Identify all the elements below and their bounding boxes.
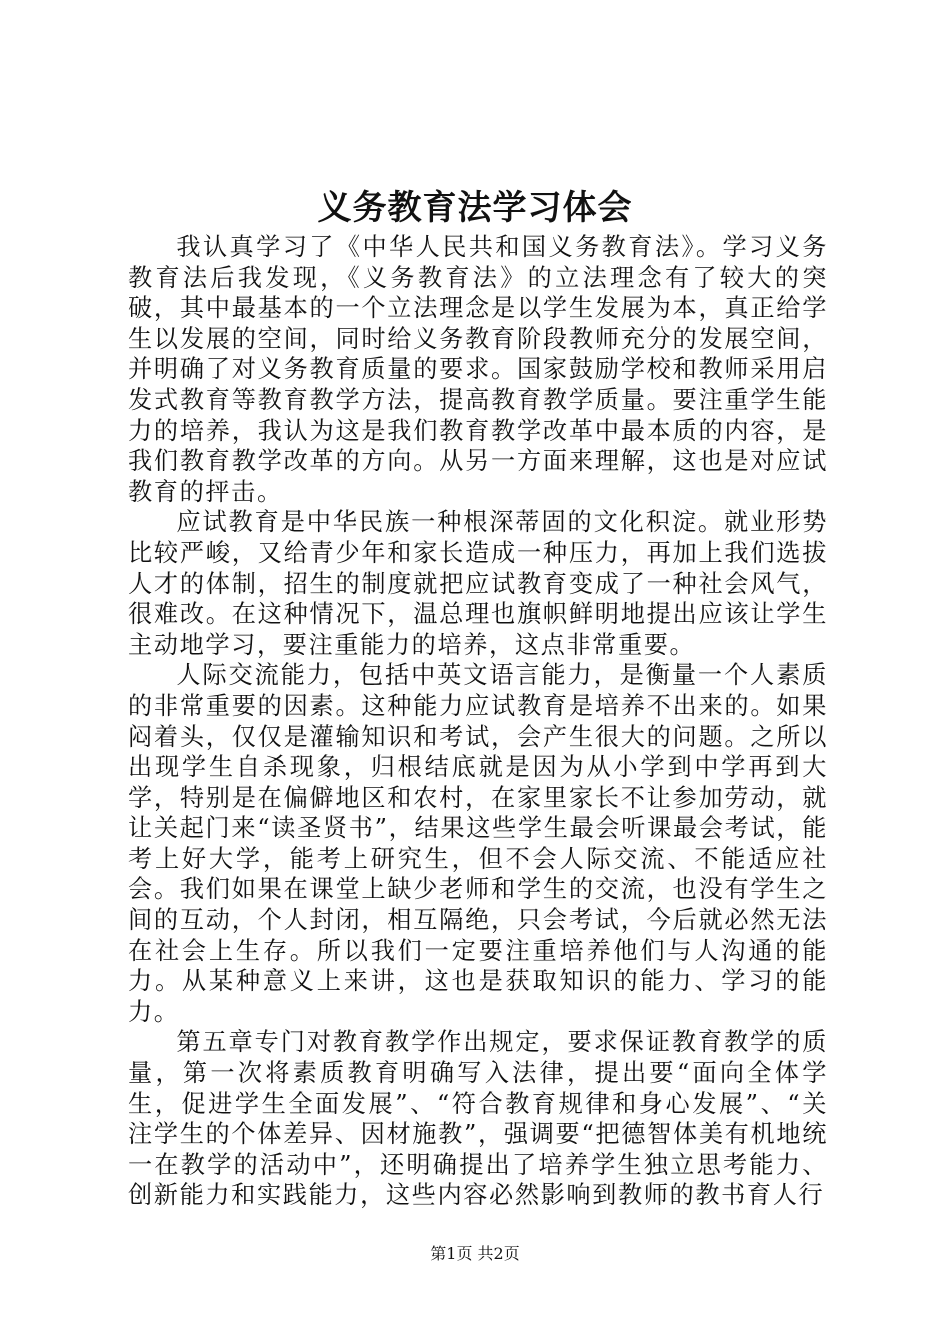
paragraph-3: 人际交流能力，包括中英文语言能力，是衡量一个人素质的非常重要的因素。这种能力应试教育是培养不出来的。如果闷着头，仅仅是灌输知识和考试，会产生很大的问题。之所以出现学生自杀现象，归根结底就是因为从小学到中学再到大学，特别是在偏僻地区和农村，在家里家长不让参加劳动，就让关起门来“读圣贤书”，结果这些学生最会听课最会考试，能考上好大学，能考上研究生，但不会人际交流、不能适应社会。我们如果在课堂上缺少老师和学生的交流，也没有学生之间的互动，个人封闭，相互隔绝，只会考试，今后就必然无法在社会上生存。所以我们一定要注重培养他们与人沟通的能力。从某种意义上来讲，这也是获取知识的能力、学习的能力。	[128, 661, 828, 1026]
paragraph-2: 应试教育是中华民族一种根深蒂固的文化积淀。就业形势比较严峻，又给青少年和家长造成一种压力，再加上我们选拔人才的体制，招生的制度就把应试教育变成了一种社会风气，很难改。在这种情况下，温总理也旗帜鲜明地提出应该让学生主动地学习，要注重能力的培养，这点非常重要。	[128, 508, 828, 659]
paragraph-1: 我认真学习了《中华人民共和国义务教育法》。学习义务教育法后我发现，《义务教育法》的立法理念有了较大的突破，其中最基本的一个立法理念是以学生发展为本，真正给学生以发展的空间，同时给义务教育阶段教师充分的发展空间，并明确了对义务教育质量的要求。国家鼓励学校和教师采用启发式教育等教育教学方法，提高教育教学质量。要注重学生能力的培养，我认为这是我们教育教学改革中最本质的内容，是我们教育教学改革的方向。从另一方面来理解，这也是对应试教育的抨击。	[128, 233, 828, 506]
document-title: 义务教育法学习体会	[317, 188, 633, 228]
document-body	[128, 232, 828, 1211]
page-footer	[0, 1244, 950, 1264]
paragraph-4: 第五章专门对教育教学作出规定，要求保证教育教学的质量，第一次将素质教育明确写入法律，提出要“面向全体学生，促进学生全面发展”、“符合教育规律和身心发展”、“关注学生的个体差异、因材施教”，强调要“把德智体美有机地统一在教学的活动中”，还明确提出了培养学生独立思考能力、创新能力和实践能力，这些内容必然影响到教师的教书育人行	[128, 1028, 828, 1210]
page-number: 第1页 共2页	[430, 1244, 520, 1263]
